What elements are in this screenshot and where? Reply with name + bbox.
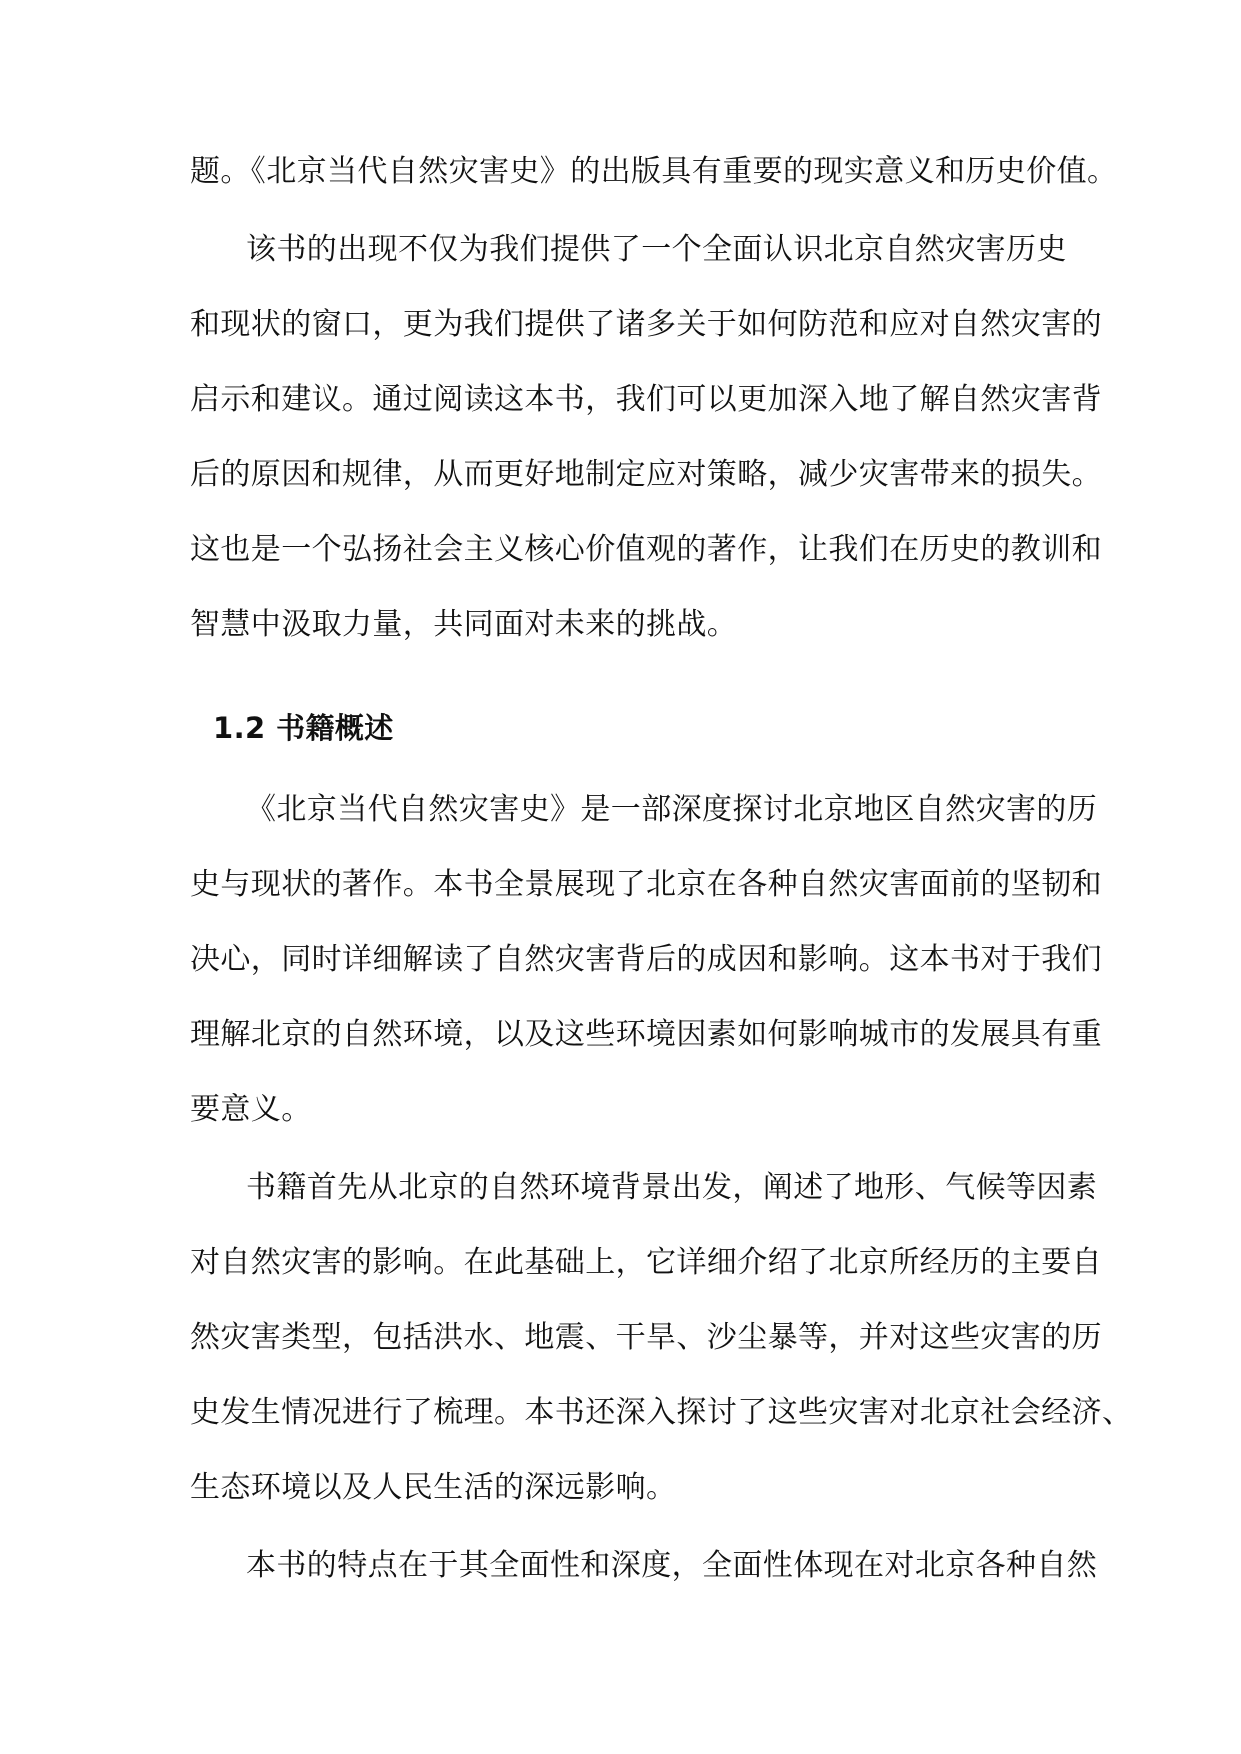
paragraph-line: 这也是一个弘扬社会主义核心价值观的著作，让我们在历史的教训和	[190, 532, 1102, 567]
paragraph-line: 决心，同时详细解读了自然灾害背后的成因和影响。这本书对于我们	[190, 942, 1102, 977]
paragraph-line: 生态环境以及人民生活的深远影响。	[190, 1470, 677, 1505]
paragraph-line: 该书的出现不仅为我们提供了一个全面认识北京自然灾害历史	[246, 232, 1067, 267]
paragraph-line: 然灾害类型，包括洪水、地震、干旱、沙尘暴等，并对这些灾害的历	[190, 1320, 1102, 1355]
paragraph-line: 后的原因和规律，从而更好地制定应对策略，减少灾害带来的损失。	[190, 457, 1102, 492]
paragraph-line: 和现状的窗口，更为我们提供了诸多关于如何防范和应对自然灾害的	[190, 307, 1102, 342]
section-heading: 1.2 书籍概述	[213, 711, 394, 745]
paragraph-line: 理解北京的自然环境，以及这些环境因素如何影响城市的发展具有重	[190, 1017, 1102, 1052]
paragraph-line: 智慧中汲取力量，共同面对未来的挑战。	[190, 607, 738, 642]
paragraph-line: 对自然灾害的影响。在此基础上，它详细介绍了北京所经历的主要自	[190, 1245, 1102, 1280]
paragraph-line: 要意义。	[190, 1092, 312, 1127]
paragraph-line: 史发生情况进行了梳理。本书还深入探讨了这些灾害对北京社会经济、	[190, 1395, 1133, 1430]
paragraph-line: 本书的特点在于其全面性和深度，全面性体现在对北京各种自然	[246, 1548, 1098, 1583]
paragraph-line: 启示和建议。通过阅读这本书，我们可以更加深入地了解自然灾害背	[190, 382, 1102, 417]
paragraph-line: 《北京当代自然灾害史》是一部深度探讨北京地区自然灾害的历	[246, 792, 1098, 827]
paragraph-line: 题。《北京当代自然灾害史》的出版具有重要的现实意义和历史价值。	[190, 154, 1118, 189]
paragraph-line: 史与现状的著作。本书全景展现了北京在各种自然灾害面前的坚韧和	[190, 867, 1102, 902]
paragraph-line: 书籍首先从北京的自然环境背景出发，阐述了地形、气候等因素	[246, 1170, 1098, 1205]
